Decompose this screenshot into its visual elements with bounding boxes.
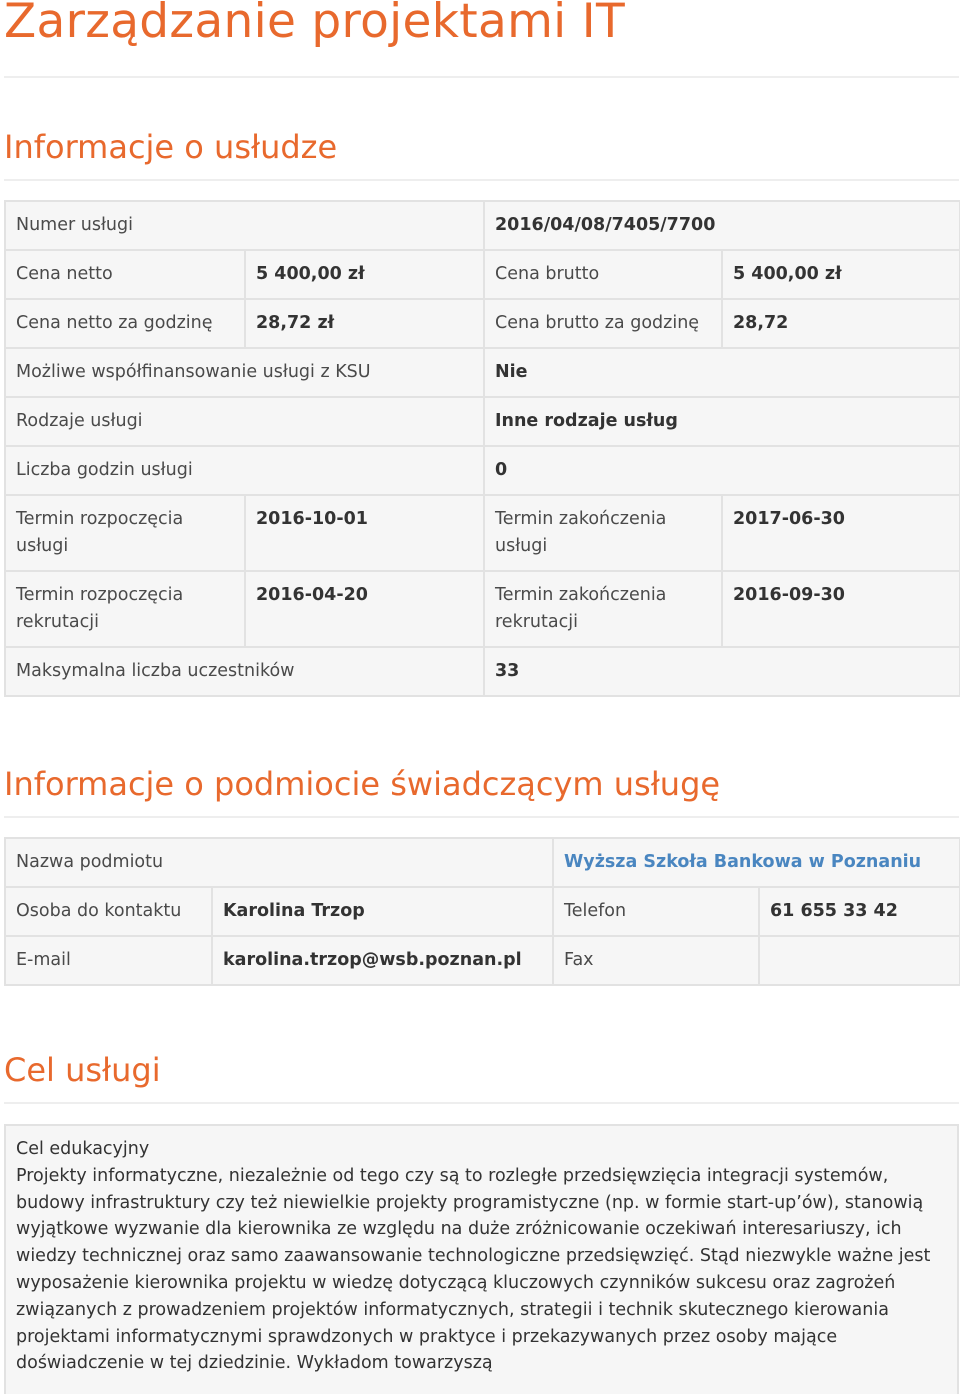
table-row	[5, 887, 960, 936]
goal-box	[4, 1124, 959, 1394]
page-title: Zarządzanie projektami IT	[4, 0, 625, 49]
provider-name-label: Nazwa podmiotu	[5, 838, 553, 887]
recruit-start-value: 2016-04-20	[245, 571, 484, 647]
net-price-hour-value: 28,72 zł	[245, 299, 484, 348]
table-row	[5, 838, 960, 887]
table-row	[5, 446, 960, 495]
title-divider	[4, 76, 959, 78]
gross-price-label: Cena brutto	[484, 250, 722, 299]
service-types-label: Rodzaje usługi	[5, 397, 484, 446]
provider-name-link[interactable]: Wyższa Szkoła Bankowa w Poznaniu	[553, 838, 960, 887]
provider-info-table	[4, 837, 960, 986]
goal-heading: Cel usługi	[4, 1051, 161, 1089]
start-value: 2016-10-01	[245, 495, 484, 571]
goal-divider	[4, 1102, 959, 1104]
recruit-end-label: Termin zakończenia rekrutacji	[484, 571, 722, 647]
recruit-start-label: Termin rozpoczęcia rekrutacji	[5, 571, 245, 647]
fax-label: Fax	[553, 936, 759, 985]
service-info-divider	[4, 179, 959, 181]
table-row	[5, 647, 960, 696]
email-label: E-mail	[5, 936, 212, 985]
gross-price-hour-value: 28,72	[722, 299, 960, 348]
max-participants-value: 33	[484, 647, 960, 696]
table-row	[5, 936, 960, 985]
table-row	[5, 250, 960, 299]
provider-info-divider	[4, 816, 959, 818]
net-price-hour-label: Cena netto za godzinę	[5, 299, 245, 348]
hours-label: Liczba godzin usługi	[5, 446, 484, 495]
net-price-value: 5 400,00 zł	[245, 250, 484, 299]
cofinancing-label: Możliwe współfinansowanie usługi z KSU	[5, 348, 484, 397]
fax-value	[759, 936, 960, 985]
goal-label: Cel edukacyjny	[16, 1139, 150, 1159]
recruit-end-value: 2016-09-30	[722, 571, 960, 647]
service-number-value: 2016/04/08/7405/7700	[484, 201, 960, 250]
service-info-table	[4, 200, 960, 697]
phone-label: Telefon	[553, 887, 759, 936]
service-number-label: Numer usługi	[5, 201, 484, 250]
cofinancing-value: Nie	[484, 348, 960, 397]
net-price-label: Cena netto	[5, 250, 245, 299]
service-types-value: Inne rodzaje usług	[484, 397, 960, 446]
table-row	[5, 201, 960, 250]
end-label: Termin zakończenia usługi	[484, 495, 722, 571]
table-row	[5, 348, 960, 397]
table-row	[5, 397, 960, 446]
max-participants-label: Maksymalna liczba uczestników	[5, 647, 484, 696]
service-info-heading: Informacje o usłudze	[4, 128, 338, 166]
end-value: 2017-06-30	[722, 495, 960, 571]
email-value: karolina.trzop@wsb.poznan.pl	[212, 936, 553, 985]
table-row	[5, 299, 960, 348]
gross-price-hour-label: Cena brutto za godzinę	[484, 299, 722, 348]
start-label: Termin rozpoczęcia usługi	[5, 495, 245, 571]
goal-text: Projekty informatyczne, niezależnie od tego czy są to rozległe przedsięwzięcia integracji systemów, budowy infrastruktury czy też niewielkie projekty programistyczne (np. w formie start-up’ów), stanowią wyjątkowe wyzwanie dla kierownika ze względu na duże zróżnicowanie oczekiwań interesariuszy, ich wiedzy technicznej oraz samo zaawansowanie technologiczne przedsięwzięć. Stąd niezwykle ważne jest wyposażenie kierownika projektu w wiedzę dotyczącą kluczowych czynników sukcesu oraz zagrożeń związanych z prowadzeniem projektów informatycznych, strategii i technik skutecznego kierowania projektami informatycznymi sprawdzonych w praktyce i przekazywanych przez osoby mające doświadczenie w tej dziedzinie. Wykładom towarzyszą	[16, 1165, 931, 1374]
phone-value: 61 655 33 42	[759, 887, 960, 936]
contact-label: Osoba do kontaktu	[5, 887, 212, 936]
table-row	[5, 571, 960, 647]
hours-value: 0	[484, 446, 960, 495]
gross-price-value: 5 400,00 zł	[722, 250, 960, 299]
table-row	[5, 495, 960, 571]
contact-value: Karolina Trzop	[212, 887, 553, 936]
provider-info-heading: Informacje o podmiocie świadczącym usługę	[4, 765, 721, 803]
